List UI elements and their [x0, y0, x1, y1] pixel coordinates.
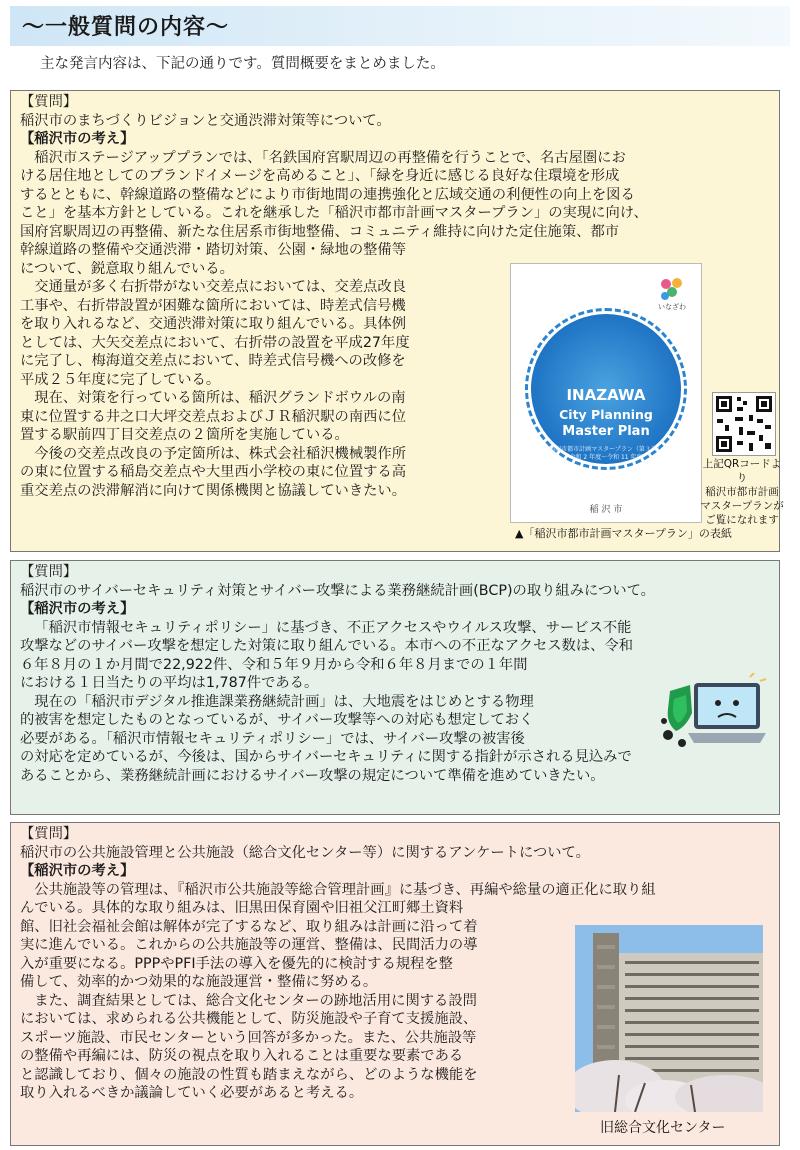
answer-line: の整備や再編には、防災の視点を取り入れることは重要な要素である	[20, 1048, 464, 1064]
answer-line: 工事や、右折帯設置が困難な箇所においては、時差式信号機	[20, 297, 406, 314]
answer-line: ける居住地としてのブランドイメージを高めること」、「緑を身近に感じる良好な住環境を形成	[20, 168, 620, 184]
answer-line: するとともに、幹線道路の整備などにより市街地間の連携強化と広域交通の利便性の向上を図る	[20, 186, 635, 203]
answer-line: 現在、対策を行っている箇所は、稲沢グランドボウルの南	[34, 390, 406, 406]
answer-line: の対応を定めているが、今後は、国からサイバーセキュリティに関する指針が示される見込みで	[20, 749, 632, 765]
answer-line: 交通量が多く右折帯がない交差点においては、交差点改良	[34, 279, 407, 295]
cover-period: 令和 2 年度～令和 11 年度	[569, 454, 643, 461]
answer-line: 幹線道路の整備や交通渋滞・踏切対策、公園・緑地の整備等	[20, 242, 407, 258]
logo-text: いなざわ	[658, 303, 686, 311]
question-text: 稲沢市の公共施設管理と公共施設（総合文化センター等）に関するアンケートについて。	[20, 844, 590, 861]
answer-label: 【稲沢市の考え】	[20, 601, 135, 617]
answer-line: 置する駅前四丁目交差点の２箇所を実施している。	[20, 427, 349, 443]
answer-line: 実に進んでいる。これからの公共施設等の運営、整備は、民間活力の導	[20, 937, 478, 953]
answer-line: また、調査結果としては、総合文化センターの跡地活用に関する設問	[34, 992, 477, 1009]
answer-line: こと」を基本方針としている。これを継承した「稲沢市都市計画マスタープラン」の実現に向け、	[20, 205, 648, 221]
cover-caption: ▲「稲沢市都市計画マスタープラン」の表紙	[515, 527, 732, 540]
qr-caption-line: 稲沢市都市計画	[705, 486, 779, 498]
answer-label: 【稲沢市の考え】	[20, 863, 135, 879]
answer-line: に完了し、梅海道交差点において、時差式信号機への改修を	[20, 353, 406, 369]
answer-line: 備して、効率的かつ効果的な施設運営・整備に努める。	[20, 974, 378, 990]
cover-title-1: INAZAWA	[566, 386, 646, 404]
answer-line: あることから、業務継続計画におけるサイバー攻撃の規定について準備を進めていきたい。	[20, 767, 605, 784]
answer-line: 的被害を想定したものとなっているが、サイバー攻撃等への対応も想定しておく	[20, 712, 534, 728]
answer-line: 平成２５年度に完了している。	[20, 371, 221, 388]
qr-caption	[700, 457, 784, 527]
city-logo-icon	[657, 274, 687, 312]
page-title: ～一般質問の内容～	[22, 15, 230, 40]
photo-caption: 旧総合文化センター	[600, 1120, 726, 1136]
answer-line: 公共施設等の管理は、『稲沢市公共施設等総合管理計画』に基づき、再編や総量の適正化に取り組	[34, 881, 656, 898]
cover-subtitle: 稲沢市都市計画マスタープラン（第３次）	[549, 446, 663, 453]
answer-line: について、鋭意取り組んでいる。	[20, 260, 234, 277]
answer-line: と認識しており、個々の施設の性質も踏まえながら、どのような機能を	[20, 1066, 478, 1083]
answer-line: 重交差点の渋滞解消に向けて関係機関と協議していきたい。	[20, 482, 407, 499]
answer-line: 取り入れるべきか議論していく必要があると考える。	[20, 1085, 364, 1101]
answer-line: 今後の交差点改良の予定箇所は、株式会社稲沢機械製作所	[34, 445, 407, 462]
answer-line: 稲沢市ステージアッププランでは、「名鉄国府宮駅周辺の再整備を行うことで、名古屋圏にお	[34, 149, 626, 166]
answer-line: 「稲沢市情報セキュリティポリシー」に基づき、不正アクセスやウイルス攻撃、サービス不能	[34, 619, 632, 636]
laptop-virus-illustration-icon	[660, 673, 770, 763]
cover-title-2: City Planning	[559, 407, 653, 422]
answer-line: んでいる。具体的な取り組みは、旧黒田保育園や旧祖父江町郷土資料	[20, 900, 464, 916]
answer-line: 館、旧社会福祉会館は解体が完了するなど、取り組みは計画に沿って着	[20, 918, 478, 935]
qr-caption-line: ご覧になれます	[705, 514, 779, 526]
answer-line: を取り入れるなど、交通渋滞対策に取り組んでいる。具体例	[20, 316, 407, 332]
answer-line: 東に位置する井之口大坪交差点およびＪＲ稲沢駅の南西に位	[20, 408, 407, 425]
answer-line: の東に位置する稲島交差点や大里西小学校の東に位置する高	[20, 464, 407, 480]
answer-line: 現在の「稲沢市デジタル推進課業務継続計画」は、大地震をはじめとする物理	[34, 693, 534, 710]
cultural-center-photo	[575, 925, 763, 1112]
answer-label: 【稲沢市の考え】	[20, 131, 135, 147]
master-plan-cover-image	[510, 263, 702, 523]
qr-caption-line: 上記QRコードより	[702, 458, 782, 484]
cover-title-3: Master Plan	[562, 424, 650, 439]
answer-line: スポーツ施設、市民センターという回答が多かった。また、公共施設等	[20, 1029, 477, 1046]
qr-code-icon	[712, 392, 776, 456]
answer-line: においては、求められる公共機能として、防災施設や子育て支援施設、	[20, 1011, 478, 1027]
answer-line: における１日当たりの平均は1,787件である。	[20, 675, 319, 691]
intro-text: 主な発言内容は、下記の通りです。質問概要をまとめました。	[40, 56, 445, 72]
cover-circle	[531, 314, 681, 464]
question-label: 【質問】	[20, 564, 78, 580]
answer-line: としては、大矢交差点において、右折帯の設置を平成27年度	[20, 334, 410, 351]
question-text: 稲沢市のサイバーセキュリティ対策とサイバー攻撃による業務継続計画(BCP)の取り組みについて。	[20, 582, 655, 599]
question-label: 【質問】	[20, 826, 78, 842]
question-label: 【質問】	[20, 94, 78, 110]
answer-line: 入が重要になる。PPPやPFI手法の導入を優先的に検討する規程を整	[20, 955, 453, 972]
cover-footer: 稲 沢 市	[589, 505, 623, 515]
question-text: 稲沢市のまちづくりビジョンと交通渋滞対策等について。	[20, 112, 391, 129]
answer-line: 必要がある。「稲沢市情報セキュリティポリシー」では、サイバー攻撃の被害後	[20, 730, 525, 747]
answer-line: 国府宮駅周辺の再整備、新たな住居系市街地整備、コミュニティ維持に向けた定住施策、都市	[20, 223, 620, 240]
answer-line: 攻撃などのサイバー攻撃を想定した対策に取り組んでいる。本市への不正なアクセス数は、令和	[20, 638, 634, 654]
answer-line: ６年８月の１か月間で22,922件、令和５年９月から令和６年８月までの１年間	[20, 656, 528, 673]
qr-caption-line: マスタープランが	[700, 500, 784, 512]
